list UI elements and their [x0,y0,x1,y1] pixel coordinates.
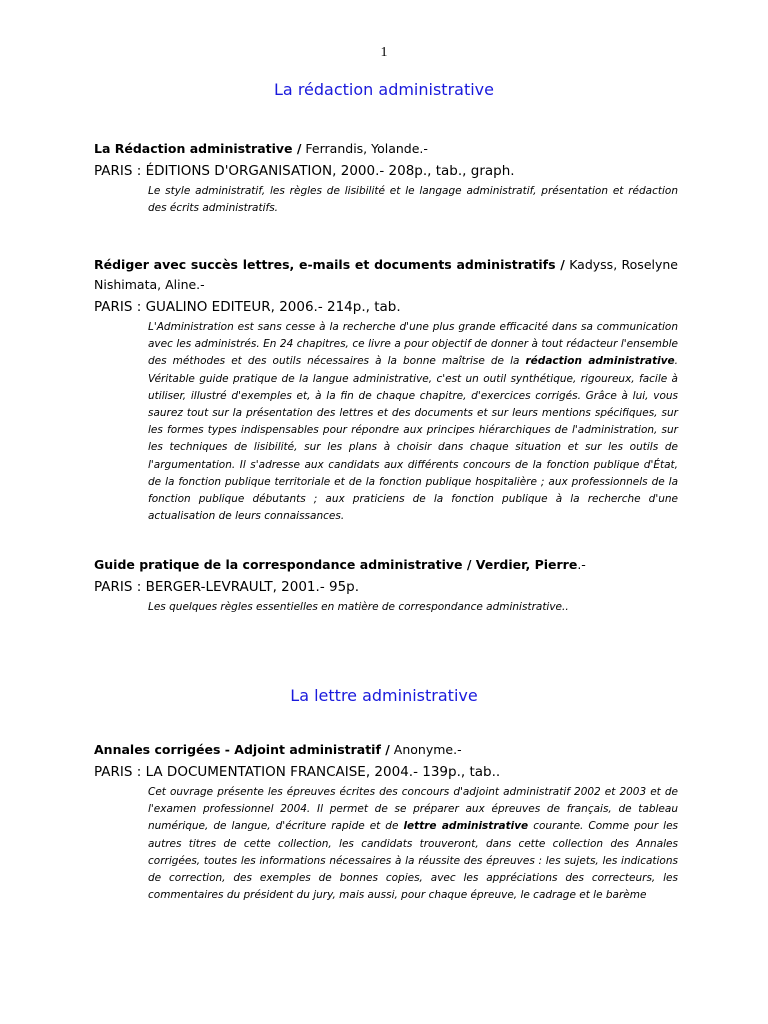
entry-author: Anonyme.- [389,742,462,757]
entry-author: .- [577,557,586,572]
entry-heading [94,555,678,575]
abstract-text: L'Administration est sans cesse à la recherche d'une plus grande efficacité dans sa communication avec les administrés. En 24 chapitres, ce livre a pour objectif de donner à tout rédacteur l'ensemble des méthodes et des outils nécessaires à la bonne maîtrise de la [148,321,678,368]
abstract-text: Cet ouvrage présente les épreuves écrites des concours d'adjoint administratif 2002 et 2003 et de l'examen professionnel 2004. Il permet de se préparer aux épreuves de français, de tableau numérique, de langue, d'écriture rapide et de [148,786,678,833]
abstract-text: courante. Comme pour les autres titres de cette collection, les candidats trouveront, dans cette collection des Annales corrigées, toutes les informations nécessaires à la réussite des épreuves : les sujets, les indications de correction, des exemples de bonnes copies, avec les appréciations des correcteurs, les commentaires du président du jury, mais aussi, pour chaque épreuve, le cadrage et le barème [148,820,679,902]
entry-abstract: Le style administratif, les règles de lisibilité et le langage administratif, présentation et rédaction des écrits administratifs. [148,185,678,215]
entry-publisher: PARIS : LA DOCUMENTATION FRANCAISE, 2004.- 139p., tab.. [94,764,501,780]
entry-title: La Rédaction administrative / [94,141,302,156]
entry-publisher: PARIS : ÉDITIONS D'ORGANISATION, 2000.- 208p., tab., graph. [94,163,515,179]
entry-title: Guide pratique de la correspondance administrative / Verdier, Pierre [94,557,578,572]
page-number: 1 [380,45,388,60]
entry-heading [94,139,678,159]
entry-author: Ferrandis, Yolande.- [301,141,428,156]
abstract-keyword: lettre administrative [403,820,529,833]
abstract-keyword: rédaction administrative [525,355,675,368]
abstract-text: . Véritable guide pratique de la langue administrative, c'est un outil synthétique, rigoureux, facile à utiliser, illustré d'exemples et, à la fin de chaque chapitre, d'exercices corrigés. Grâce à lui, vous saurez tout sur la présentation des lettres et des documents et sur leurs mentions spécifiques, sur les formes types indispensables pour répondre aux principes hiérarchiques de l'administration, sur les techniques de lisibilité, sur les plans à choisir dans chaque situation et sur les outils de l'argumentation. Il s'adresse aux candidats aux différents concours de la fonction publique d'État, de la fonction publique territoriale et de la fonction publique hospitalière ; aux professionnels de la fonction publique débutants ; aux praticiens de la fonction publique à la recherche d'une actualisation de leurs connaissances. [148,355,679,523]
bibliography-entry [94,139,678,217]
entry-title: Rédiger avec succès lettres, e-mails et documents administratifs / [94,257,565,272]
entry-author: Kadyss, Roselyne Nishimata, Aline.- [94,257,678,292]
bibliography-entry [94,740,678,904]
entry-publisher: PARIS : BERGER-LEVRAULT, 2001.- 95p. [94,579,360,595]
section-title: La rédaction administrative [274,80,494,99]
entry-abstract [148,319,678,525]
entry-title: Annales corrigées - Adjoint administratif / [94,742,390,757]
bibliography-entry [94,255,678,525]
entry-abstract: Les quelques règles essentielles en matière de correspondance administrative.. [148,601,569,613]
entry-heading [94,740,678,760]
entry-abstract [148,784,678,904]
section-title: La lettre administrative [290,686,478,705]
bibliography-entry [94,555,678,616]
entry-heading [94,255,678,295]
entry-publisher: PARIS : GUALINO EDITEUR, 2006.- 214p., tab. [94,299,401,315]
